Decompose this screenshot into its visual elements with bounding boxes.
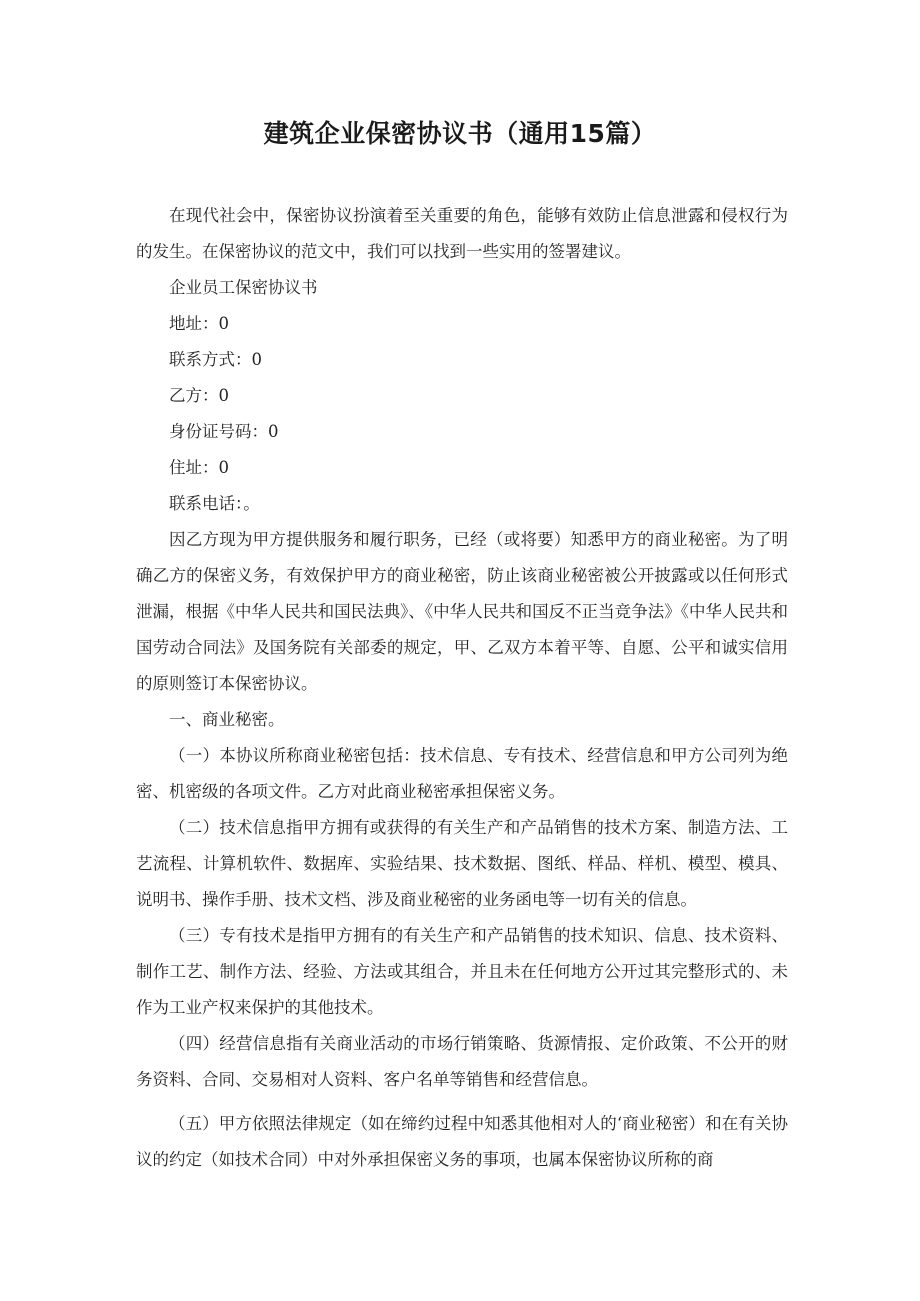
field-contact: 联系方式：0 [169,350,262,369]
field-id-number: 身份证号码：0 [169,422,279,441]
field-residence: 住址：0 [169,458,229,477]
field-address: 地址：0 [169,314,229,333]
clause-3: （三）专有技术是指甲方拥有的有关生产和产品销售的技术知识、信息、技术资料、制作工艺、制作方法、经验、方法或其组合，并且未在任何地方公开过其完整形式的、未作为工业产权来保护的其他技术。 [136,926,788,1017]
agreement-heading: 企业员工保密协议书 [169,278,318,297]
clause-1: （一）本协议所称商业秘密包括：技术信息、专有技术、经营信息和甲方公司列为绝密、机密级的各项文件。乙方对此商业秘密承担保密义务。 [136,746,788,801]
intro-paragraph: 在现代社会中，保密协议扮演着至关重要的角色，能够有效防止信息泄露和侵权行为的发生。在保密协议的范文中，我们可以找到一些实用的签署建议。 [136,206,788,261]
field-phone: 联系电话：。 [169,494,260,513]
section-heading-trade-secrets: 一、商业秘密。 [169,710,285,729]
clause-5: （五）甲方依照法律规定（如在缔约过程中知悉其他相对人的‘商业秘密）和在有关协议的约定（如技术合同）中对外承担保密义务的事项，也属本保密协议所称的商 [136,1114,788,1169]
clause-4: （四）经营信息指有关商业活动的市场行销策略、货源情报、定价政策、不公开的财务资料、合同、交易相对人资料、客户名单等销售和经营信息。 [136,1034,788,1089]
document-title: 建筑企业保密协议书（通用15篇） [263,119,657,148]
clause-2: （二）技术信息指甲方拥有或获得的有关生产和产品销售的技术方案、制造方法、工艺流程、计算机软件、数据库、实验结果、技术数据、图纸、样品、样机、模型、模具、说明书、操作手册、技术文档、涉及商业秘密的业务函电等一切有关的信息。 [136,818,788,909]
document-body [136,198,788,1178]
field-party-b: 乙方：0 [169,386,229,405]
preamble-paragraph: 因乙方现为甲方提供服务和履行职务，已经（或将要）知悉甲方的商业秘密。为了明确乙方的保密义务，有效保护甲方的商业秘密，防止该商业秘密被公开披露或以任何形式泄漏，根据《中华人民共和国民法典》、《中华人民共和国反不正当竞争法》《中华人民共和国劳动合同法》及国务院有关部委的规定，甲、乙双方本着平等、自愿、公平和诚实信用的原则签订本保密协议。 [136,530,788,693]
